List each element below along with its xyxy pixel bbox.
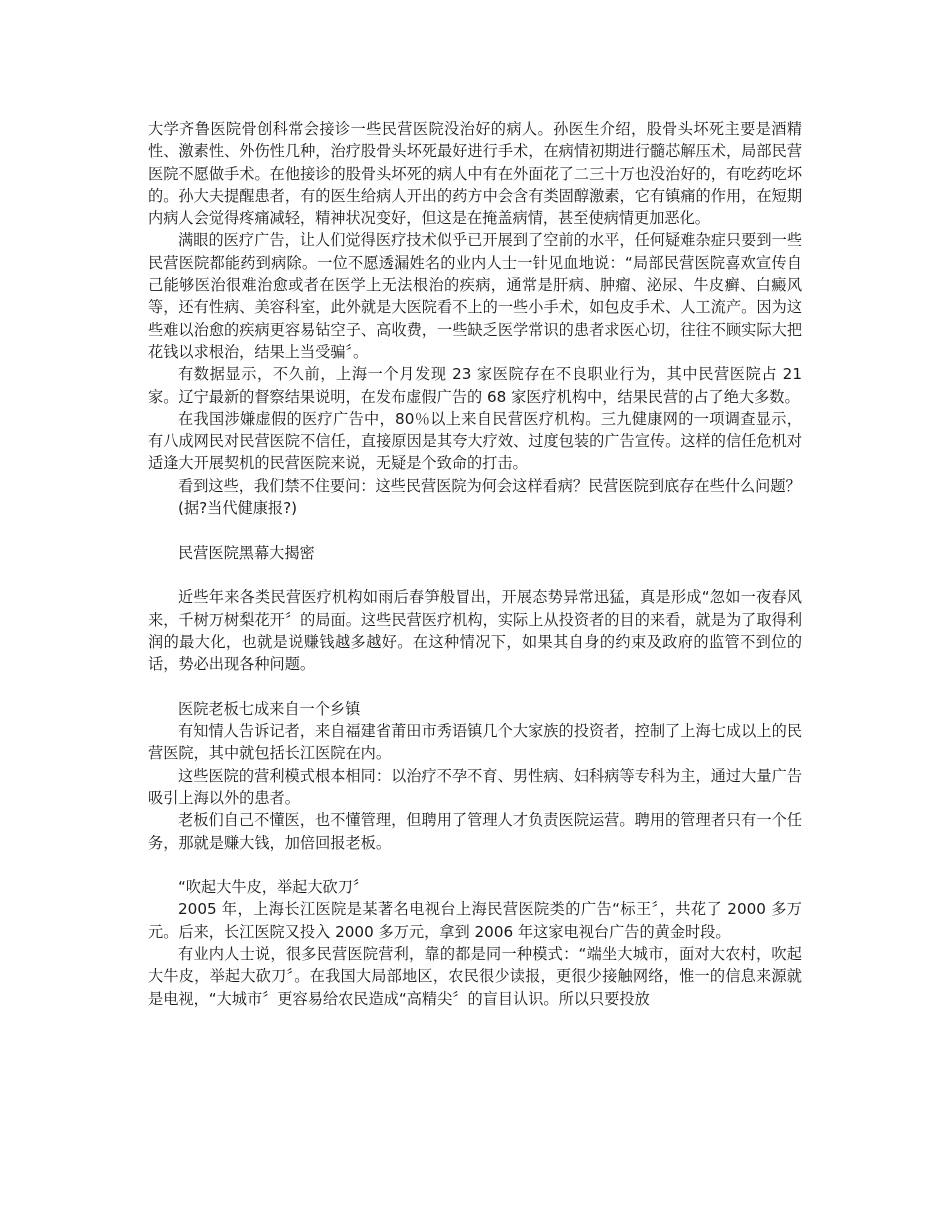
paragraph-medical-ads: 满眼的医疗广告，让人们觉得医疗技术似乎已开展到了空前的水平，任何疑难杂症只要到一些民营医院都能药到病除。一位不愿透漏姓名的业内人士一针见血地说：“局部民营医院喜欢宣传自己能够医治很难治愈或者在医学上无法根治的疾病，通常是肝病、肿瘤、泌尿、牛皮癣、白癜风等，还有性病、美容科室，此外就是大医院看不上的一些小手术，如包皮手术、人工流产。因为这些难以治愈的疾病更容易钻空子、高收费，一些缺乏医学常识的患者求医心切，往往不顾实际大把花钱以求根治，结果上当受骗〞。 xyxy=(148,231,802,361)
paragraph-false-ads: 在我国涉嫌虚假的医疗广告中，80％以上来自民营医疗机构。三九健康网的一项调查显示，有八成网民对民营医院不信任，直接原因是其夸大疗效、过度包装的广告宣传。这样的信任危机对适逢大开展契机的民营医院来说，无疑是个致命的打击。 xyxy=(148,409,802,473)
paragraph-profit-model: 这些医院的营利模式根本相同：以治疗不孕不育、男性病、妇科病等专科为主，通过大量广告吸引上海以外的患者。 xyxy=(148,766,802,807)
paragraph-business-model: 有业内人士说，很多民营医院营利，靠的都是同一种模式：“端坐大城市，面对大农村，吹起大牛皮，举起大砍刀〞。在我国大局部地区，农民很少读报，更很少接触网络，惟一的信息来源就是电视，“大城市〞更容易给农民造成“高精尖〞的盲目认识。所以只要投放 xyxy=(148,944,802,1008)
document-page xyxy=(148,118,802,1010)
spacer xyxy=(148,854,802,876)
spacer xyxy=(148,519,802,541)
section-heading-exposed: 民营医院黑幕大揭密 xyxy=(178,543,315,562)
spacer xyxy=(148,564,802,586)
paragraph-private-hospitals-growth: 近些年来各类民营医疗机构如雨后春笋般冒出，开展态势异常迅猛，真是形成“忽如一夜春风来，千树万树梨花开〞的局面。这些民营医疗机构，实际上从投资者的目的来看，就是为了取得利润的最大化，也就是说赚钱越多越好。在这种情况下，如果其自身的约束及政府的监管不到位的话，势必出现各种问题。 xyxy=(148,588,802,674)
spacer xyxy=(148,675,802,697)
paragraph-question: 看到这些，我们禁不住要问：这些民营医院为何会这样看病？民营医院到底存在些什么问题？ xyxy=(178,476,801,495)
paragraph-ad-spend: 2005 年，上海长江医院是某著名电视台上海民营医院类的广告“标王〞，共花了 2000 多万元。后来，长江医院又投入 2000 多万元，拿到 2006 年这家电视台广告的黄金时段。 xyxy=(148,900,802,941)
section-heading-boast: “吹起大牛皮，举起大砍刀〞 xyxy=(178,878,369,897)
source-citation: (据?当代健康报?) xyxy=(178,499,298,518)
paragraph-data-shows: 有数据显示，不久前，上海一个月发现 23 家医院存在不良职业行为，其中民营医院占 21 家。辽宁最新的督察结果说明，在发布虚假广告的 68 家医疗机构中，结果民营的占了绝大多数。 xyxy=(148,365,802,406)
paragraph-investors: 有知情人告诉记者，来自福建省莆田市秀语镇几个大家族的投资者，控制了上海七成以上的民营医院，其中就包括长江医院在内。 xyxy=(148,722,802,763)
paragraph-bone-necrosis: 大学齐鲁医院骨创科常会接诊一些民营医院没治好的病人。孙医生介绍，股骨头坏死主要是酒精性、激素性、外伤性几种，治疗股骨头坏死最好进行手术，在病情初期进行髓芯解压术，局部民营医院不愿做手术。在他接诊的股骨头坏死的病人中有在外面花了二三十万也没治好的，有吃药吃坏的。孙大夫提醒患者，有的医生给病人开出的药方中会含有类固醇激素，它有镇痛的作用，在短期内病人会觉得疼痛减轻，精神状况变好，但这是在掩盖病情，甚至使病情更加恶化。 xyxy=(148,120,802,228)
paragraph-bosses: 老板们自己不懂医，也不懂管理，但聘用了管理人才负责医院运营。聘用的管理者只有一个任务，那就是赚大钱，加倍回报老板。 xyxy=(148,811,802,852)
section-heading-owners: 医院老板七成来自一个乡镇 xyxy=(178,699,361,718)
